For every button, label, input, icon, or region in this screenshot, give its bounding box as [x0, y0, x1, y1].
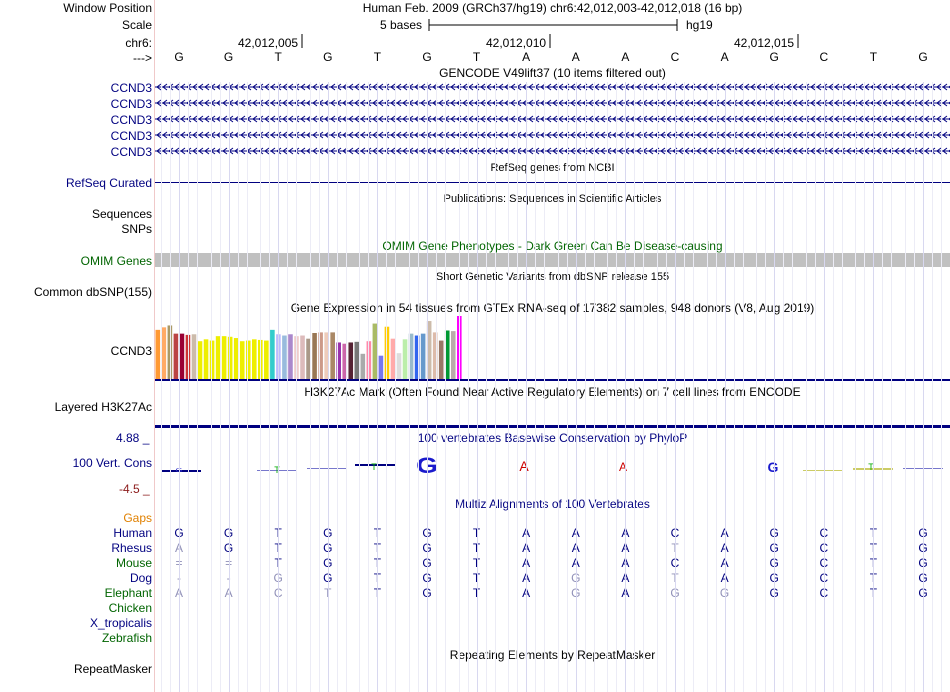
- gtex-tissue-bar: [162, 327, 167, 379]
- h3k27ac-baseline: [155, 425, 950, 428]
- multiz-base: G: [719, 586, 730, 600]
- multiz-base: A: [571, 541, 580, 555]
- multiz-base: T: [373, 541, 382, 555]
- gtex-tissue-bar: [354, 342, 359, 379]
- multiz-base: T: [274, 541, 282, 555]
- cons-mark-pos-5: [355, 462, 395, 472]
- gencode-item-label[interactable]: CCND3: [110, 97, 152, 111]
- gtex-tissue-bar: [210, 341, 215, 379]
- gtex-tissue-bar: [385, 327, 390, 379]
- multiz-base: G: [323, 541, 333, 555]
- gtex-tissue-bar: [180, 334, 185, 379]
- gtex-tissue-bar: [252, 339, 257, 379]
- base-letter: T: [274, 50, 282, 64]
- gtex-tissue-bar: [403, 339, 408, 379]
- multiz-species-label[interactable]: Chicken: [108, 601, 152, 615]
- conservation-logo[interactable]: [155, 446, 950, 476]
- dbsnp-track-label[interactable]: Common dbSNP(155): [33, 285, 152, 299]
- gtex-tissue-bar: [204, 339, 209, 379]
- multiz-track-title[interactable]: Multiz Alignments of 100 Vertebrates: [455, 497, 650, 511]
- multiz-base: A: [621, 571, 630, 585]
- scale-label: Scale: [121, 18, 152, 32]
- cons-mark-pos-1: [161, 467, 201, 474]
- gencode-gene-features[interactable]: [155, 80, 950, 158]
- multiz-base: G: [273, 571, 283, 585]
- gtex-tissue-bar: [222, 336, 227, 379]
- base-letter: T: [472, 50, 481, 64]
- multiz-base: G: [323, 556, 333, 570]
- multiz-base: G: [918, 556, 928, 570]
- gtex-tissue-bar: [451, 331, 456, 379]
- multiz-species-label[interactable]: Rhesus: [111, 541, 152, 555]
- cons-mark-pos-3: [257, 465, 297, 475]
- chrom-label: chr6:: [125, 36, 152, 50]
- multiz-base: T: [472, 541, 481, 555]
- gtex-tissue-bar: [270, 330, 275, 379]
- multiz-base: C: [273, 586, 283, 600]
- repeatmasker-track-label[interactable]: RepeatMasker: [73, 662, 152, 676]
- multiz-base: A: [224, 586, 233, 600]
- gtex-tissue-bar: [282, 336, 287, 379]
- cons-mark-pos-14: [803, 470, 843, 471]
- refseq-gene-line[interactable]: [155, 182, 950, 183]
- multiz-base: -: [226, 571, 231, 585]
- multiz-base: G: [918, 586, 928, 600]
- multiz-gaps-label[interactable]: Gaps: [123, 511, 152, 525]
- multiz-base: A: [621, 526, 630, 540]
- publications-label-sequences[interactable]: Sequences: [91, 207, 152, 221]
- gtex-tissue-bar: [397, 353, 402, 379]
- gtex-tissue-bar: [156, 330, 161, 379]
- svg-text:G: G: [767, 459, 779, 475]
- gtex-tissue-bar: [198, 341, 203, 379]
- multiz-base: C: [819, 556, 829, 570]
- multiz-base: A: [621, 556, 630, 570]
- multiz-base: G: [571, 586, 581, 600]
- tick-label: 42,012,010: [486, 36, 547, 50]
- gtex-tissue-bar: [342, 344, 347, 379]
- gtex-expression-bars[interactable]: [155, 315, 950, 383]
- base-letter: G: [918, 50, 928, 64]
- gtex-tissue-bar: [391, 339, 396, 379]
- omim-track-title[interactable]: OMIM Gene Phenotypes - Dark Green Can Be Disease-causing: [382, 239, 723, 253]
- gtex-tissue-bar: [288, 334, 293, 379]
- conservation-track-title[interactable]: 100 vertebrates Basewise Conservation by PhyloP: [417, 431, 688, 445]
- multiz-base: T: [373, 571, 382, 585]
- gtex-tissue-bar: [276, 334, 281, 379]
- cons-mark-pos-6: [416, 454, 438, 476]
- multiz-species-label[interactable]: Dog: [129, 571, 152, 585]
- svg-text:G: G: [175, 466, 183, 474]
- multiz-base: A: [621, 586, 630, 600]
- cons-mark-pos-15: [853, 462, 893, 472]
- base-letter: G: [223, 50, 234, 64]
- publications-track-title[interactable]: Publications: Sequences in Scientific Articles: [443, 193, 662, 205]
- publications-label-snps[interactable]: SNPs: [121, 222, 152, 236]
- multiz-base: G: [918, 571, 928, 585]
- gtex-tissue-bar: [373, 324, 378, 379]
- gtex-tissue-bar: [174, 334, 179, 379]
- multiz-base: T: [324, 586, 332, 600]
- refseq-track-title[interactable]: RefSeq genes from NCBI: [490, 162, 615, 174]
- gtex-tissue-bar: [216, 336, 221, 379]
- gtex-tissue-bar: [294, 336, 299, 379]
- base-letter: T: [373, 50, 382, 64]
- multiz-base: G: [769, 526, 779, 540]
- multiz-base: T: [671, 541, 679, 555]
- gtex-tissue-bar: [318, 332, 323, 379]
- gtex-track-title[interactable]: Gene Expression in 54 tissues from GTEx RNA-seq of 17382 samples, 948 donors (V8, Aug 2019): [290, 301, 815, 315]
- multiz-base: A: [174, 586, 183, 600]
- multiz-base: G: [670, 586, 680, 600]
- multiz-base: A: [571, 556, 580, 570]
- multiz-base: T: [869, 571, 878, 585]
- cons-mark-pos-4: [307, 468, 347, 469]
- base-letter: T: [869, 50, 878, 64]
- base-letter: A: [621, 50, 630, 64]
- gencode-item-label[interactable]: CCND3: [110, 81, 152, 95]
- scale-value: 5 bases: [380, 18, 423, 32]
- multiz-species-label[interactable]: Mouse: [115, 556, 152, 570]
- scale-assembly: hg19: [686, 18, 713, 32]
- conservation-ymax: 4.88 _: [116, 431, 150, 445]
- multiz-base: T: [373, 556, 382, 570]
- base-letter: A: [571, 50, 580, 64]
- multiz-base: T: [472, 571, 481, 585]
- multiz-base: C: [670, 556, 680, 570]
- gtex-tissue-bar: [228, 337, 233, 379]
- h3k27ac-track-title[interactable]: H3K27Ac Mark (Often Found Near Active Regulatory Elements) on 7 cell lines from ENCODE: [304, 385, 801, 399]
- multiz-base: T: [373, 586, 382, 600]
- base-letter: A: [720, 50, 729, 64]
- multiz-base: A: [621, 541, 630, 555]
- repeatmasker-track-title[interactable]: Repeating Elements by RepeatMasker: [449, 648, 656, 662]
- multiz-species-label[interactable]: X_tropicalis: [89, 616, 152, 630]
- gtex-tissue-bar: [324, 332, 329, 379]
- multiz-species-label[interactable]: Human: [113, 526, 152, 540]
- gtex-tissue-bar: [348, 342, 353, 379]
- window-position-label: Window Position: [63, 1, 152, 15]
- svg-text:T: T: [371, 462, 377, 472]
- omim-track-label[interactable]: OMIM Genes: [80, 254, 152, 268]
- multiz-base: T: [373, 526, 382, 540]
- gtex-tissue-bar: [234, 338, 239, 379]
- multiz-base: A: [522, 586, 531, 600]
- gtex-tissue-bar: [258, 340, 263, 379]
- conservation-track-label[interactable]: 100 Vert. Cons: [72, 456, 152, 470]
- gtex-tissue-bar: [300, 336, 305, 379]
- multiz-base: G: [422, 556, 432, 570]
- gtex-tissue-bar: [240, 341, 245, 379]
- multiz-base: T: [671, 571, 679, 585]
- gtex-tissue-bar: [336, 342, 341, 379]
- gtex-tissue-bar: [186, 335, 191, 379]
- base-letter: A: [522, 50, 531, 64]
- svg-text:T: T: [868, 462, 874, 472]
- gencode-track-title[interactable]: GENCODE V49lift37 (10 items filtered out): [439, 66, 666, 80]
- multiz-base: G: [323, 526, 333, 540]
- multiz-base: T: [869, 586, 878, 600]
- gtex-tissue-bar: [421, 334, 426, 379]
- gtex-tissue-bar: [330, 332, 335, 379]
- svg-text:G: G: [416, 453, 438, 476]
- multiz-species-label[interactable]: Elephant: [104, 586, 152, 600]
- multiz-base: -: [177, 571, 181, 585]
- gtex-tissue-bar: [379, 356, 384, 379]
- multiz-base: A: [174, 541, 183, 555]
- multiz-base: T: [869, 556, 878, 570]
- multiz-base: A: [522, 526, 531, 540]
- cons-mark-pos-16: [903, 468, 943, 469]
- cons-mark-pos-8: [519, 458, 529, 474]
- multiz-base: G: [422, 541, 432, 555]
- multiz-base: =: [175, 556, 183, 570]
- cons-mark-pos-13: [768, 459, 779, 475]
- tick-marks: [300, 34, 805, 48]
- tick-label: 42,012,015: [734, 36, 795, 50]
- gtex-tissue-bar: [192, 334, 197, 379]
- svg-text:T: T: [274, 465, 280, 475]
- multiz-base: G: [223, 541, 234, 555]
- gtex-baseline: [155, 379, 950, 381]
- multiz-base: T: [274, 556, 282, 570]
- multiz-base: A: [571, 526, 580, 540]
- multiz-base: C: [819, 541, 829, 555]
- gtex-tissue-bar: [439, 341, 444, 379]
- multiz-base: G: [769, 541, 779, 555]
- base-letter: C: [670, 50, 680, 64]
- gtex-tissue-bar: [246, 341, 251, 379]
- omim-gene-block[interactable]: [155, 253, 950, 267]
- gtex-track-label[interactable]: CCND3: [110, 344, 152, 358]
- multiz-base: C: [819, 526, 829, 540]
- base-letter: C: [819, 50, 829, 64]
- multiz-base: T: [274, 526, 282, 540]
- multiz-base: G: [422, 526, 432, 540]
- refseq-track-label[interactable]: RefSeq Curated: [65, 176, 152, 190]
- multiz-base: G: [323, 571, 333, 585]
- multiz-base: G: [571, 571, 581, 585]
- multiz-base: C: [819, 586, 829, 600]
- strand-label: --->: [133, 51, 152, 65]
- gtex-tissue-bar: [445, 330, 450, 379]
- multiz-base: G: [174, 526, 184, 540]
- multiz-base: G: [769, 586, 779, 600]
- multiz-base: A: [720, 526, 729, 540]
- gencode-item-label[interactable]: CCND3: [110, 113, 152, 127]
- multiz-base: A: [522, 571, 531, 585]
- gtex-tissue-bar: [427, 321, 432, 379]
- svg-text:A: A: [618, 460, 628, 474]
- multiz-base: =: [225, 556, 233, 570]
- base-letter: G: [174, 50, 184, 64]
- gencode-item-label[interactable]: CCND3: [110, 129, 152, 143]
- gtex-tissue-bar: [367, 341, 372, 379]
- gtex-tissue-bar: [433, 332, 438, 379]
- multiz-base: G: [223, 526, 234, 540]
- multiz-base: T: [869, 526, 878, 540]
- multiz-base: G: [918, 541, 928, 555]
- cons-mark-pos-10: [619, 460, 627, 474]
- base-letter: G: [323, 50, 333, 64]
- gtex-tissue-bar: [312, 333, 317, 379]
- gtex-tissue-bar: [264, 341, 269, 379]
- multiz-base: T: [472, 556, 481, 570]
- multiz-base: G: [422, 586, 432, 600]
- dbsnp-track-title[interactable]: Short Genetic Variants from dbSNP release 155: [435, 271, 670, 283]
- gtex-tissue-bar: [306, 339, 311, 379]
- h3k27ac-track-label[interactable]: Layered H3K27Ac: [54, 400, 152, 414]
- multiz-base: A: [522, 556, 531, 570]
- base-letter: G: [422, 50, 432, 64]
- multiz-base: A: [522, 541, 531, 555]
- base-letter: G: [769, 50, 779, 64]
- scale-bar: [428, 17, 680, 33]
- multiz-base: G: [769, 556, 779, 570]
- conservation-ymin: -4.5 _: [119, 482, 150, 496]
- window-position-value[interactable]: Human Feb. 2009 (GRCh37/hg19) chr6:42,012,003-42,012,018 (16 bp): [362, 1, 743, 15]
- gtex-tissue-bar: [415, 336, 420, 379]
- multiz-base: G: [918, 526, 928, 540]
- multiz-base: T: [472, 526, 481, 540]
- multiz-base: G: [422, 571, 432, 585]
- multiz-species-label[interactable]: Zebrafish: [101, 631, 152, 645]
- multiz-base: T: [472, 586, 481, 600]
- multiz-base: A: [720, 541, 729, 555]
- svg-text:A: A: [519, 458, 529, 474]
- multiz-base: A: [720, 571, 729, 585]
- multiz-base: T: [869, 541, 878, 555]
- multiz-base: G: [769, 571, 779, 585]
- gencode-item-label[interactable]: CCND3: [110, 145, 152, 159]
- gtex-tissue-bar: [168, 325, 173, 379]
- multiz-base: C: [670, 526, 680, 540]
- gtex-tissue-bar: [457, 316, 462, 379]
- gtex-tissue-bar: [361, 354, 366, 379]
- multiz-base: A: [720, 556, 729, 570]
- tick-label: 42,012,005: [238, 36, 299, 50]
- gtex-tissue-bar: [409, 334, 414, 379]
- multiz-base: C: [819, 571, 829, 585]
